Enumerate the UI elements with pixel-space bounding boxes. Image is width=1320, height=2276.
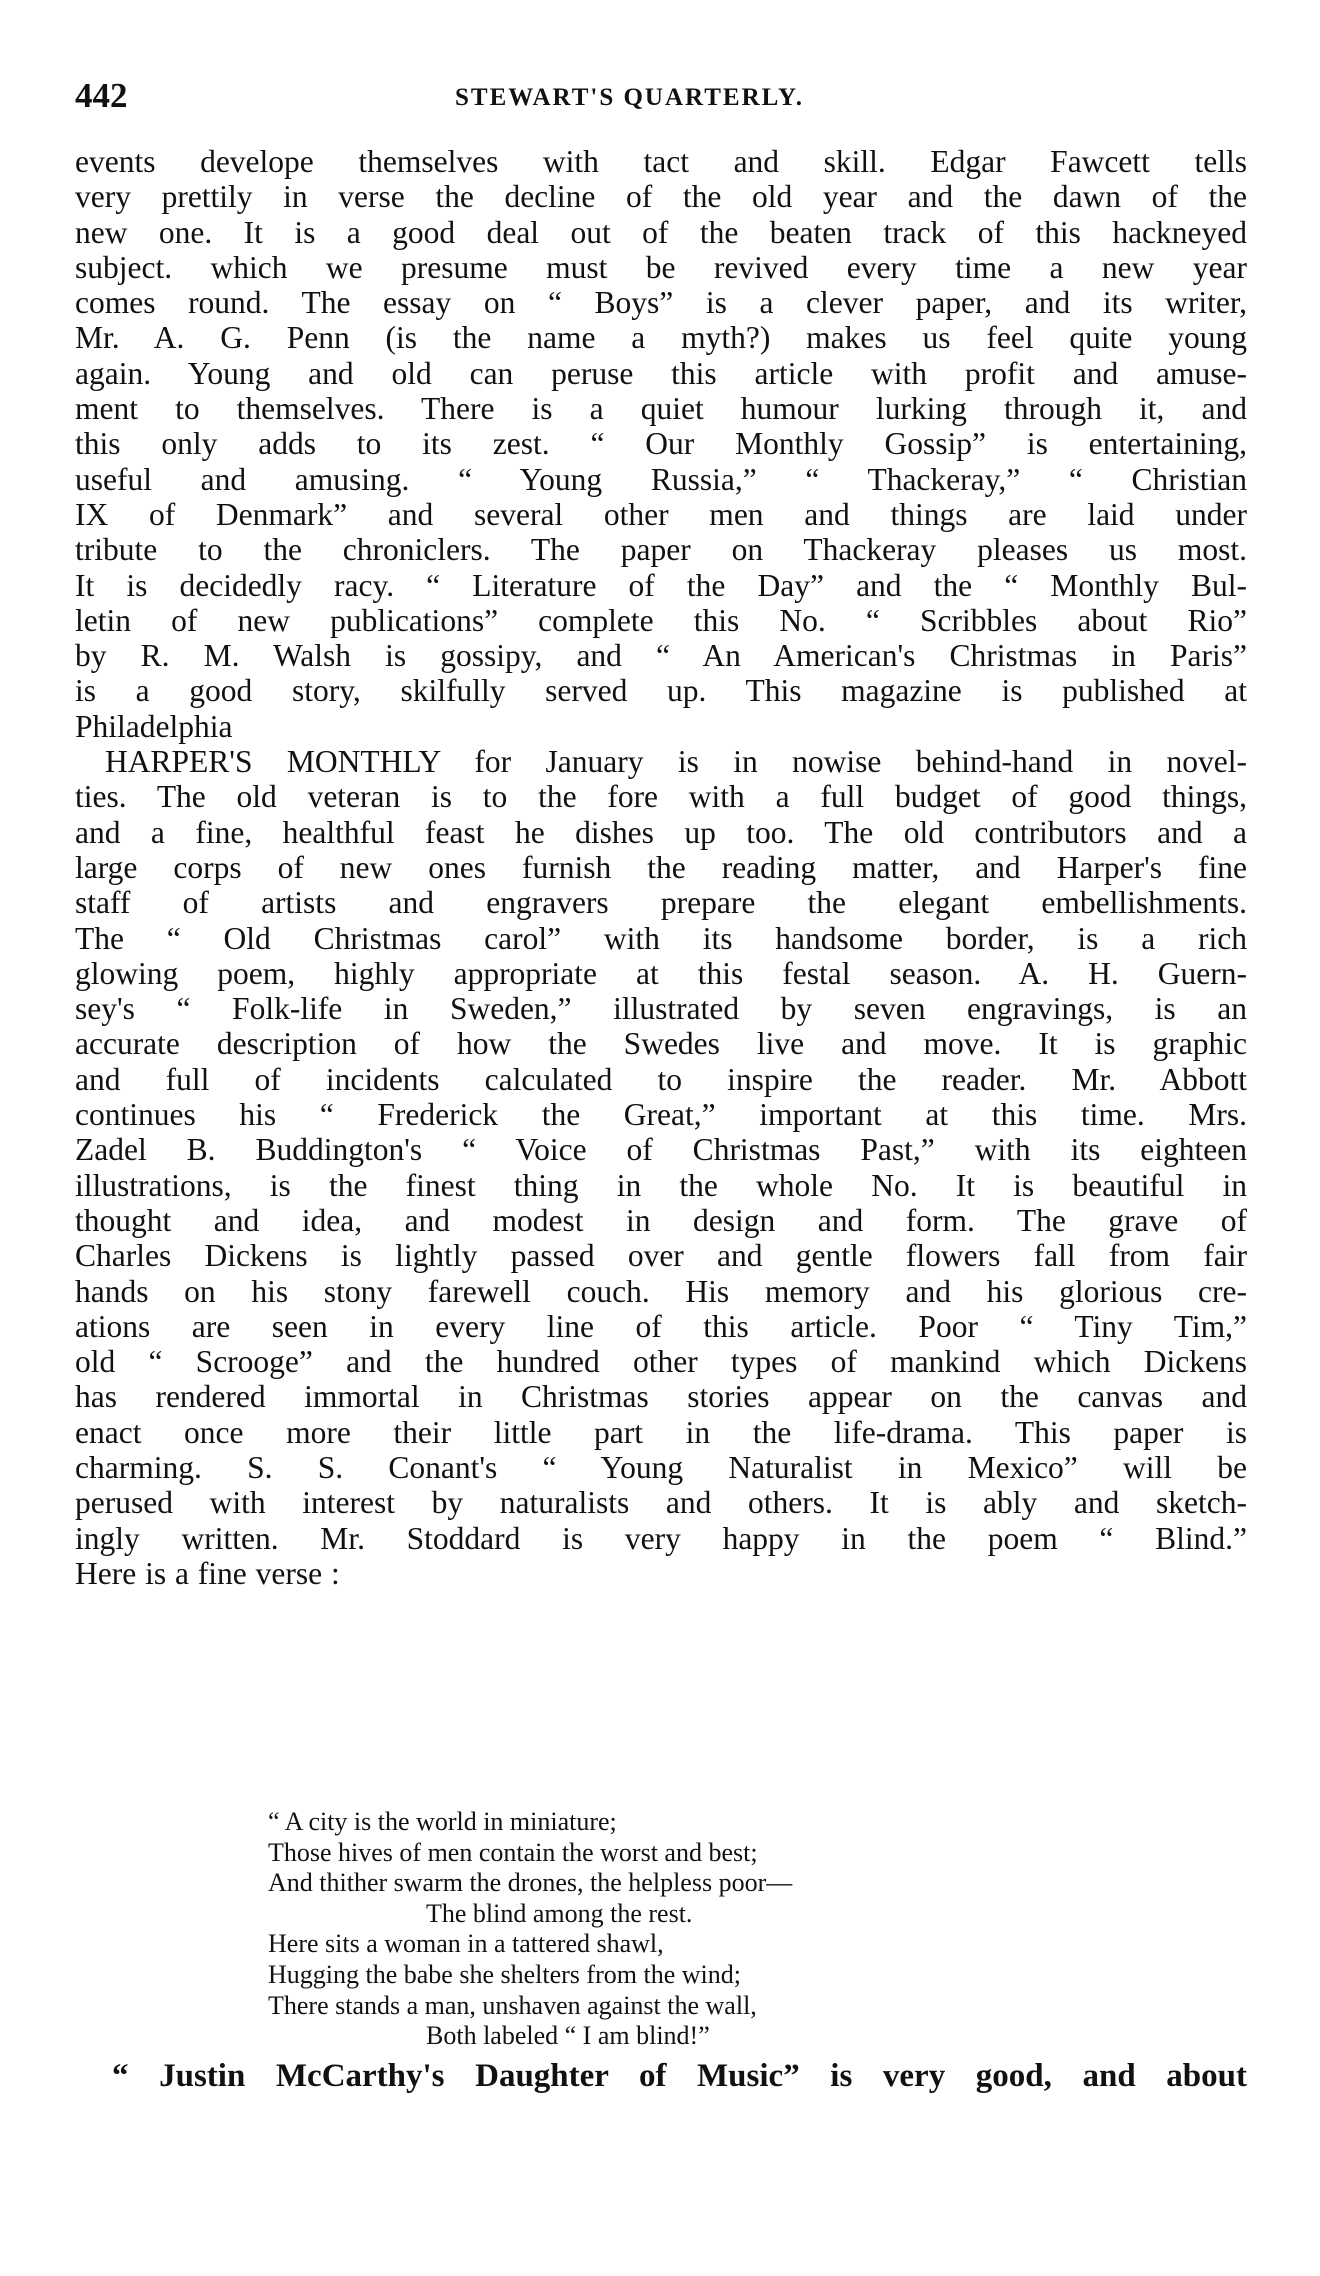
- text-line: tribute to the chroniclers. The paper on Thackeray pleases us most.: [75, 532, 1247, 568]
- text-line: Here is a fine verse :: [75, 1555, 340, 1591]
- text-line: large corps of new ones furnish the reading matter, and Harper's fine: [75, 849, 1247, 885]
- text-line: Zadel B. Buddington's “ Voice of Christmas Past,” with its eighteen: [75, 1132, 1247, 1168]
- text-line: has rendered immortal in Christmas stories appear on the canvas and: [75, 1379, 1247, 1415]
- text-line: perused with interest by naturalists and others. It is ably and sketch-: [75, 1485, 1247, 1521]
- text-line: useful and amusing. “ Young Russia,” “ Thackeray,” “ Christian: [75, 461, 1247, 497]
- text-line: subject. which we presume must be revived every time a new year: [75, 249, 1247, 285]
- text-line: The “ Old Christmas carol” with its handsome border, is a rich: [75, 920, 1247, 956]
- text-line: Charles Dickens is lightly passed over and gentle flowers fall from fair: [75, 1238, 1247, 1274]
- text-line: IX of Denmark” and several other men and things are laid under: [75, 496, 1247, 532]
- poem-line: Here sits a woman in a tattered shawl,: [268, 1929, 664, 1959]
- text-line: illustrations, is the finest thing in the whole No. It is beautiful in: [75, 1167, 1247, 1203]
- text-line: comes round. The essay on “ Boys” is a clever paper, and its writer,: [75, 285, 1247, 321]
- text-line: ties. The old veteran is to the fore with a full budget of good things,: [75, 779, 1247, 815]
- text-line: Mr. A. G. Penn (is the name a myth?) makes us feel quite young: [75, 320, 1247, 356]
- text-line: ations are seen in every line of this article. Poor “ Tiny Tim,”: [75, 1308, 1247, 1344]
- text-line: staff of artists and engravers prepare the elegant embellishments.: [75, 885, 1247, 921]
- poem-line: The blind among the rest.: [426, 1898, 693, 1928]
- text-line: old “ Scrooge” and the hundred other types of mankind which Dickens: [75, 1344, 1247, 1380]
- poem-line: Those hives of men contain the worst and best;: [268, 1837, 758, 1867]
- text-line: charming. S. S. Conant's “ Young Naturalist in Mexico” will be: [75, 1449, 1247, 1485]
- text-line: accurate description of how the Swedes live and move. It is graphic: [75, 1026, 1247, 1062]
- text-line: continues his “ Frederick the Great,” important at this time. Mrs.: [75, 1097, 1247, 1133]
- running-title: STEWART'S QUARTERLY.: [455, 84, 805, 111]
- text-line: is a good story, skilfully served up. This magazine is published at: [75, 673, 1247, 709]
- text-line: hands on his stony farewell couch. His memory and his glorious cre-: [75, 1273, 1247, 1309]
- running-head: [75, 76, 1245, 116]
- text-line: very prettily in verse the decline of the old year and the dawn of the: [75, 179, 1247, 215]
- text-line: this only adds to its zest. “ Our Monthly Gossip” is entertaining,: [75, 426, 1247, 462]
- text-line: by R. M. Walsh is gossipy, and “ An American's Christmas in Paris”: [75, 638, 1247, 674]
- text-line: It is decidedly racy. “ Literature of the Day” and the “ Monthly Bul-: [75, 567, 1247, 603]
- text-line: thought and idea, and modest in design and form. The grave of: [75, 1202, 1247, 1238]
- text-line: enact once more their little part in the life-drama. This paper is: [75, 1414, 1247, 1450]
- page-number: 442: [75, 76, 128, 115]
- text-line: ment to themselves. There is a quiet humour lurking through it, and: [75, 391, 1247, 427]
- text-line: events develope themselves with tact and skill. Edgar Fawcett tells: [75, 144, 1247, 179]
- poem-line: There stands a man, unshaven against the wall,: [268, 1990, 757, 2020]
- body-text: [75, 144, 1247, 1591]
- poem-line: And thither swarm the drones, the helpless poor—: [268, 1868, 793, 1898]
- poem-line: Hugging the babe she shelters from the wind;: [268, 1959, 741, 1989]
- text-line: again. Young and old can peruse this article with profit and amuse-: [75, 355, 1247, 391]
- poem-line: “ A city is the world in miniature;: [268, 1807, 617, 1836]
- text-line: HARPER'S MONTHLY for January is in nowise behind-hand in novel-: [105, 744, 1247, 780]
- text-line: sey's “ Folk-life in Sweden,” illustrated by seven engravings, is an: [75, 991, 1247, 1027]
- text-line: Philadelphia: [75, 708, 233, 744]
- poem-quote: [268, 1807, 1028, 2052]
- text-line: ingly written. Mr. Stoddard is very happy in the poem “ Blind.”: [75, 1520, 1247, 1556]
- closing-line: “ Justin McCarthy's Daughter of Music” is very good, and about: [112, 2058, 1247, 2094]
- text-line: new one. It is a good deal out of the beaten track of this hackneyed: [75, 214, 1247, 250]
- text-line: and a fine, healthful feast he dishes up too. The old contributors and a: [75, 814, 1247, 850]
- poem-line: Both labeled “ I am blind!”: [426, 2021, 710, 2051]
- text-line: letin of new publications” complete this No. “ Scribbles about Rio”: [75, 602, 1247, 638]
- text-line: and full of incidents calculated to inspire the reader. Mr. Abbott: [75, 1061, 1247, 1097]
- text-line: glowing poem, highly appropriate at this festal season. A. H. Guern-: [75, 955, 1247, 991]
